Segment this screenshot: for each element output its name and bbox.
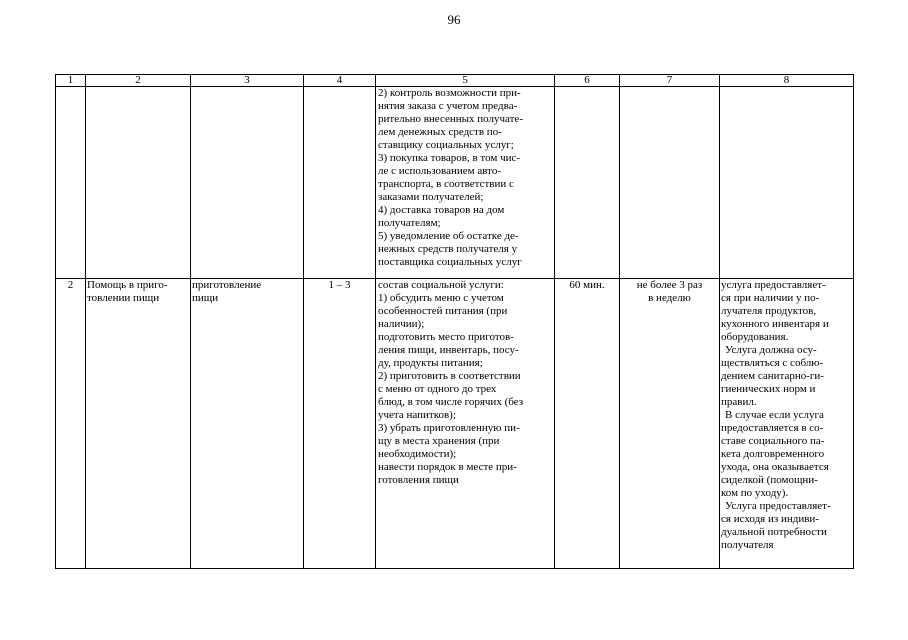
row2-service-name	[86, 279, 191, 569]
row2-col2-line: товлении пищи	[87, 292, 160, 304]
row1-col5-line: заказами получателей;	[378, 191, 484, 203]
header-cell-4: 4	[304, 75, 376, 87]
row2-col8-line: кухонного инвентаря и	[721, 318, 829, 330]
row1-col4	[304, 87, 376, 279]
row1-col8	[720, 87, 854, 279]
row2-col7-line: в неделю	[648, 292, 691, 304]
page-number: 96	[447, 12, 461, 27]
row2-col8-line: гиенических норм и	[721, 383, 816, 395]
row2-col5-line: учета напитков);	[378, 409, 456, 421]
row2-col8-line: получателя	[721, 539, 774, 551]
row2-col8-line: ухода, она оказывается	[721, 461, 829, 473]
row1-col5-line: 5) уведомление об остатке де-	[378, 230, 519, 242]
header-cell-1: 1	[56, 75, 86, 87]
table-row-2	[56, 279, 854, 569]
row2-col5-line: ления пищи, инвентарь, посу-	[378, 344, 519, 356]
row2-col8-line: предоставляется в со-	[721, 422, 824, 434]
row2-col5-line: блюд, в том числе горячих (без	[378, 396, 524, 408]
services-table	[55, 74, 854, 569]
table-row-continuation	[56, 87, 854, 279]
row1-col3	[191, 87, 304, 279]
row2-col8-line: дуальной потребности	[721, 526, 827, 538]
header-cell-8: 8	[720, 75, 854, 87]
row2-col8-line: ся исходя из индиви-	[721, 513, 819, 525]
row2-periodicity	[620, 279, 720, 569]
row2-col5-line: готовления пищи	[378, 474, 459, 486]
row2-col8-line: оборудования.	[721, 331, 789, 343]
row1-col1	[56, 87, 86, 279]
row2-col8-line: правил.	[721, 396, 757, 408]
row2-col5-line: необходимости);	[378, 448, 457, 460]
row2-number: 2	[56, 279, 86, 569]
row1-col5-line: 3) покупка товаров, в том чис-	[378, 152, 521, 164]
row2-col5-line: 2) приготовить в соответствии	[378, 370, 521, 382]
row2-col8-line: ставе социального па-	[721, 435, 825, 447]
row2-col8-line: В случае если услуга	[725, 409, 824, 421]
row2-service-type	[191, 279, 304, 569]
header-cell-2: 2	[86, 75, 191, 87]
row2-col5-line: состав социальной услуги:	[378, 279, 504, 291]
row2-col5-line: навести порядок в месте при-	[378, 461, 517, 473]
row2-col3-line: пищи	[192, 292, 219, 304]
row1-col7	[620, 87, 720, 279]
row2-col8-line: ществляться с соблю-	[721, 357, 824, 369]
row2-col5-line: 3) убрать приготовленную пи-	[378, 422, 520, 434]
row2-col7-line: не более 3 раз	[636, 279, 703, 291]
row1-col5-line: 2) контроль возможности при-	[378, 87, 521, 99]
header-cell-7: 7	[620, 75, 720, 87]
row2-col8-line: ся при наличии у по-	[721, 292, 820, 304]
row2-col3-line: приготовление	[192, 279, 262, 291]
header-cell-6: 6	[555, 75, 620, 87]
row1-col5-line: ле с использованием авто-	[378, 165, 501, 177]
row2-col5-line: щу в места хранения (при	[378, 435, 500, 447]
row1-col5-line: ставщику социальных услуг;	[378, 139, 514, 151]
row2-col8-line: кета долговременного	[721, 448, 825, 460]
row2-col8-line: лучателя продуктов,	[721, 305, 817, 317]
row2-col5-line: подготовить место приготов-	[378, 331, 514, 343]
row1-col5-line: нятия заказа с учетом предва-	[378, 100, 518, 112]
row2-col8-line: сиделкой (помощни-	[721, 474, 818, 486]
row2-col8-line: дением санитарно-ги-	[721, 370, 824, 382]
row1-col5-line: получателям;	[378, 217, 441, 229]
header-cell-3: 3	[191, 75, 304, 87]
row2-col8-line: Услуга предоставляет-	[725, 500, 831, 512]
row2-col8-line: Услуга должна осу-	[725, 344, 817, 356]
row2-col8-line: ком по уходу).	[721, 487, 789, 499]
row1-col5-line: рительно внесенных получате-	[378, 113, 523, 125]
row1-col2	[86, 87, 191, 279]
header-cell-5: 5	[376, 75, 555, 87]
row1-col5-line: транспорта, в соответствии с	[378, 178, 514, 190]
row2-col5-line: наличии);	[378, 318, 425, 330]
header-row	[56, 75, 854, 87]
row2-duration: 60 мин.	[555, 279, 620, 569]
row2-col8-line: услуга предоставляет-	[721, 279, 826, 291]
row1-col5-line: нежных средств получателя у	[378, 243, 518, 255]
row2-col5-line: с меню от одного до трех	[378, 383, 497, 395]
row2-col2-line: Помощь в приго-	[87, 279, 168, 291]
row2-col5-line: 1) обсудить меню с учетом	[378, 292, 504, 304]
row2-col5-line: ду, продукты питания;	[378, 357, 483, 369]
row1-col5-line: поставщика социальных услуг	[378, 256, 522, 268]
row2-conditions	[720, 279, 854, 569]
row1-col5-line: лем денежных средств по-	[378, 126, 502, 138]
row2-col5-line: особенностей питания (при	[378, 305, 508, 317]
row1-col5-line: 4) доставка товаров на дом	[378, 204, 505, 216]
row1-service-content	[376, 87, 555, 279]
row1-col6	[555, 87, 620, 279]
row2-frequency: 1 – 3	[304, 279, 376, 569]
row2-service-content	[376, 279, 555, 569]
